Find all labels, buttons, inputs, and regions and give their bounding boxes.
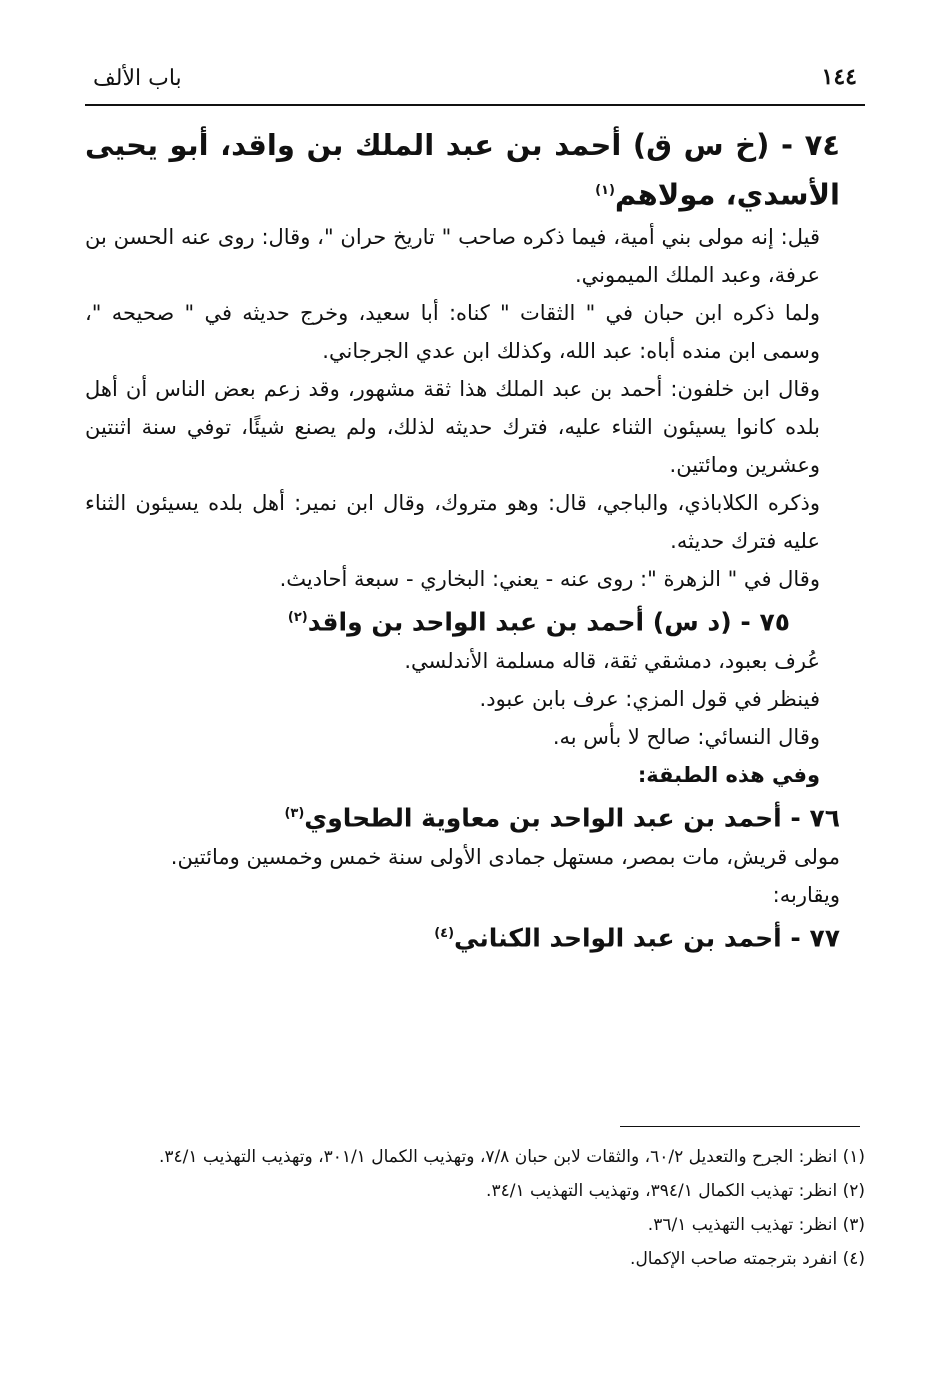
- entry-74-paragraph: وذكره الكلاباذي، والباجي، قال: وهو متروك، وقال ابن نمير: أهل بلده يسيئون الثناء عليه فترك حديثه.: [85, 490, 820, 553]
- entry-77-title: ٧٧ - أحمد بن عبد الواحد الكناني$^{(٤)}$: [434, 923, 840, 953]
- footnote-mark-3: (٣): [284, 805, 305, 821]
- entry-75-paragraph: فينظر في قول المزي: عرف بابن عبود.: [479, 686, 820, 711]
- footnote-rule: [620, 1126, 860, 1127]
- footnote-mark-4: (٤): [434, 926, 455, 942]
- footnote-3: (٣) انظر: تهذيب التهذيب ٣٦/١.: [647, 1215, 865, 1235]
- entry-76-paragraph: مولى قريش، مات بمصر، مستهل جمادى الأولى سنة خمس وخمسين ومائتين.: [170, 845, 840, 870]
- footnote-2: (٢) انظر: تهذيب الكمال ٣٩٤/١، وتهذيب التهذيب ٣٤/١.: [486, 1181, 865, 1201]
- footnote-mark-2: (٢): [287, 609, 308, 625]
- entry-75-paragraph: وقال النسائي: صالح لا بأس به.: [552, 724, 820, 749]
- header-rule: [85, 104, 865, 106]
- section-label: وفي هذه الطبقة:: [637, 762, 820, 787]
- entry-74-paragraph: ولما ذكره ابن حبان في " الثقات " كناه: أبا سعيد، وخرج حديثه في " صحيحه "، وسمى ابن منده أباه: عبد الله، وكذلك ابن عدي الجرجاني.: [85, 300, 820, 363]
- entry-74-paragraph: وقال ابن خلفون: أحمد بن عبد الملك هذا ثقة مشهور، وقد زعم بعض الناس أن أهل بلده كانوا يسيئون الثناء عليه، فترك حديثه لذلك، ولم يصنع شيئًا، توفي سنة اثنتين وعشرين ومائتين.: [85, 376, 820, 477]
- entry-76-title: ٧٦ - أحمد بن عبد الواحد بن معاوية الطحاوي$^{(٣)}$: [284, 803, 840, 833]
- page-number: ١٤٤: [821, 64, 857, 90]
- footnotes: [95, 1140, 865, 1276]
- footnote-4: (٤) انفرد بترجمته صاحب الإكمال.: [630, 1249, 865, 1269]
- footnote-mark-1: (١): [595, 183, 615, 198]
- chapter-title: باب الألف: [93, 66, 182, 91]
- entry-75-paragraph: عُرف بعبود، دمشقي ثقة، قاله مسلمة الأندلسي.: [404, 648, 820, 673]
- entry-74-paragraph: وقال في " الزهرة ": روى عنه - يعني: البخاري - سبعة أحاديث.: [279, 566, 820, 591]
- entry-74-paragraph: قيل: إنه مولى بني أمية، فيما ذكره صاحب " تاريخ حران "، وقال: روى عنه الحسن بن عرفة، وعبد الملك الميموني.: [85, 224, 820, 287]
- footnote-1: (١) انظر: الجرح والتعديل ٦٠/٢، والثقات لابن حبان ٧/٨، وتهذيب الكمال ٣٠١/١، وتهذيب التهذيب ٣٤/١.: [158, 1147, 865, 1167]
- main-text: [85, 122, 840, 959]
- running-header: [85, 62, 865, 102]
- entry-75-title: ٧٥ - (د س) أحمد بن عبد الواحد بن واقد$^{(٢)}$: [287, 606, 790, 636]
- entry-74-title: ٧٤ - (خ س ق) أحمد بن عبد الملك بن واقد، أبو يحيى الأسدي، مولاهم$^{(١)}$: [85, 128, 840, 212]
- entry-76-paragraph: ويقاربه:: [772, 883, 840, 908]
